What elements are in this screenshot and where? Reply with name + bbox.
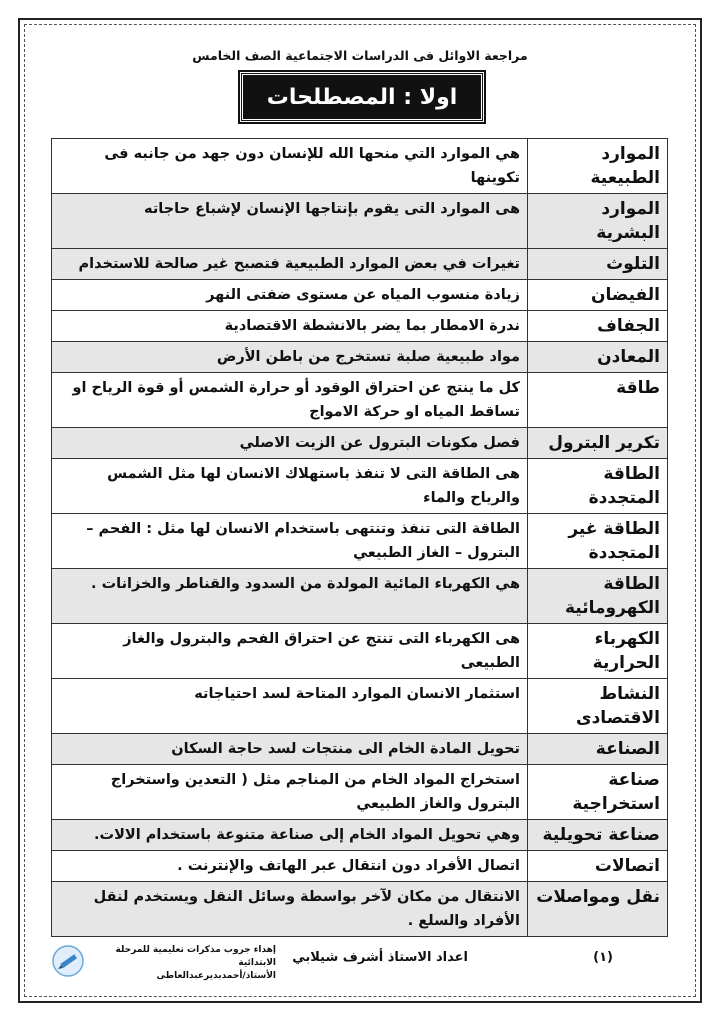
terms-table [51,138,668,937]
term-definition: تحويل المادة الخام الى منتجات لسد حاجة السكان [52,734,528,765]
term-definition: كل ما ينتج عن احتراق الوقود أو حرارة الشمس أو قوة الرياح او تساقط المياه او حركة الامواج [52,373,528,428]
term-row [52,569,668,624]
term-name: طاقة [528,373,668,428]
term-name: اتصالات [528,851,668,882]
term-row [52,311,668,342]
term-name: النشاط الاقتصادى [528,679,668,734]
term-definition: تغيرات في بعض الموارد الطبيعية فتصبح غير صالحة للاستخدام [52,249,528,280]
term-name: الفيضان [528,280,668,311]
term-name: صناعة تحويلية [528,820,668,851]
term-row [52,373,668,428]
term-row [52,851,668,882]
term-name: الموارد البشرية [528,194,668,249]
term-definition: هي الموارد التي منحها الله للإنسان دون جهد من جانبه فى تكوينها [52,139,528,194]
term-definition: هى الموارد التى يقوم بإنتاجها الإنسان لإشباع حاجاته [52,194,528,249]
group-credit-line1: إهداء جروب مذكرات تعليمية للمرحلة الابتدائية [115,945,276,968]
term-row [52,679,668,734]
term-definition: زيادة منسوب المياه عن مستوى ضفتى النهر [52,280,528,311]
group-credit-line2: الأستاذ/أحمدبديرعبدالعاطى [156,971,276,981]
term-name: الطاقة الكهرومائية [528,569,668,624]
term-definition: الانتقال من مكان لآخر بواسطة وسائل النقل ويستخدم لنقل الأفراد والسلع . [52,882,528,937]
term-name: الطاقة غير المتجددة [528,514,668,569]
page-header: مراجعة الاوائل فى الدراسات الاجتماعية الصف الخامس [192,48,528,63]
term-name: الطاقة المتجددة [528,459,668,514]
page-number: (١) [593,950,613,965]
term-row [52,139,668,194]
term-name: صناعة استخراجية [528,765,668,820]
group-credit [91,944,276,983]
term-definition: وهي تحويل المواد الخام إلى صناعة متنوعة باستخدام الالات. [52,820,528,851]
term-definition: هى الطاقة التى لا تنفذ باستهلاك الانسان لها مثل الشمس والرياح والماء [52,459,528,514]
term-row [52,428,668,459]
term-definition: مواد طبيعية صلبة تستخرج من باطن الأرض [52,342,528,373]
page-footer [51,944,668,980]
term-definition: هي الكهرباء المائية المولدة من السدود والقناطر والخزانات . [52,569,528,624]
term-definition: الطاقة التى تنفذ وتنتهى باستخدام الانسان لها مثل : الفحم – البترول – الغاز الطبيعي [52,514,528,569]
term-name: التلوث [528,249,668,280]
term-definition: ندرة الامطار بما يضر بالانشطة الاقتصادية [52,311,528,342]
term-row [52,734,668,765]
pencil-logo-icon [51,944,85,978]
term-row [52,882,668,937]
term-definition: استثمار الانسان الموارد المتاحة لسد احتياجاته [52,679,528,734]
term-name: الكهرباء الحرارية [528,624,668,679]
term-definition: هى الكهرباء التى تنتج عن احتراق الفحم والبترول والغاز الطبيعى [52,624,528,679]
term-row [52,765,668,820]
term-row [52,280,668,311]
term-row [52,249,668,280]
term-definition: استخراج المواد الخام من المناجم مثل ( التعدين واستخراج البترول والغاز الطبيعي [52,765,528,820]
term-name: الصناعة [528,734,668,765]
term-row [52,820,668,851]
term-row [52,459,668,514]
term-name: الجفاف [528,311,668,342]
term-name: الموارد الطبيعية [528,139,668,194]
term-row [52,624,668,679]
term-name: المعادن [528,342,668,373]
term-definition: فصل مكونات البترول عن الزيت الاصلي [52,428,528,459]
term-row [52,342,668,373]
term-name: تكرير البترول [528,428,668,459]
term-definition: اتصال الأفراد دون انتقال عبر الهاتف والإنترنت . [52,851,528,882]
author-credit: اعداد الاستاذ أشرف شيلابي [292,950,468,965]
term-row [52,194,668,249]
term-name: نقل ومواصلات [528,882,668,937]
section-title: اولا : المصطلحات [240,72,484,122]
term-row [52,514,668,569]
